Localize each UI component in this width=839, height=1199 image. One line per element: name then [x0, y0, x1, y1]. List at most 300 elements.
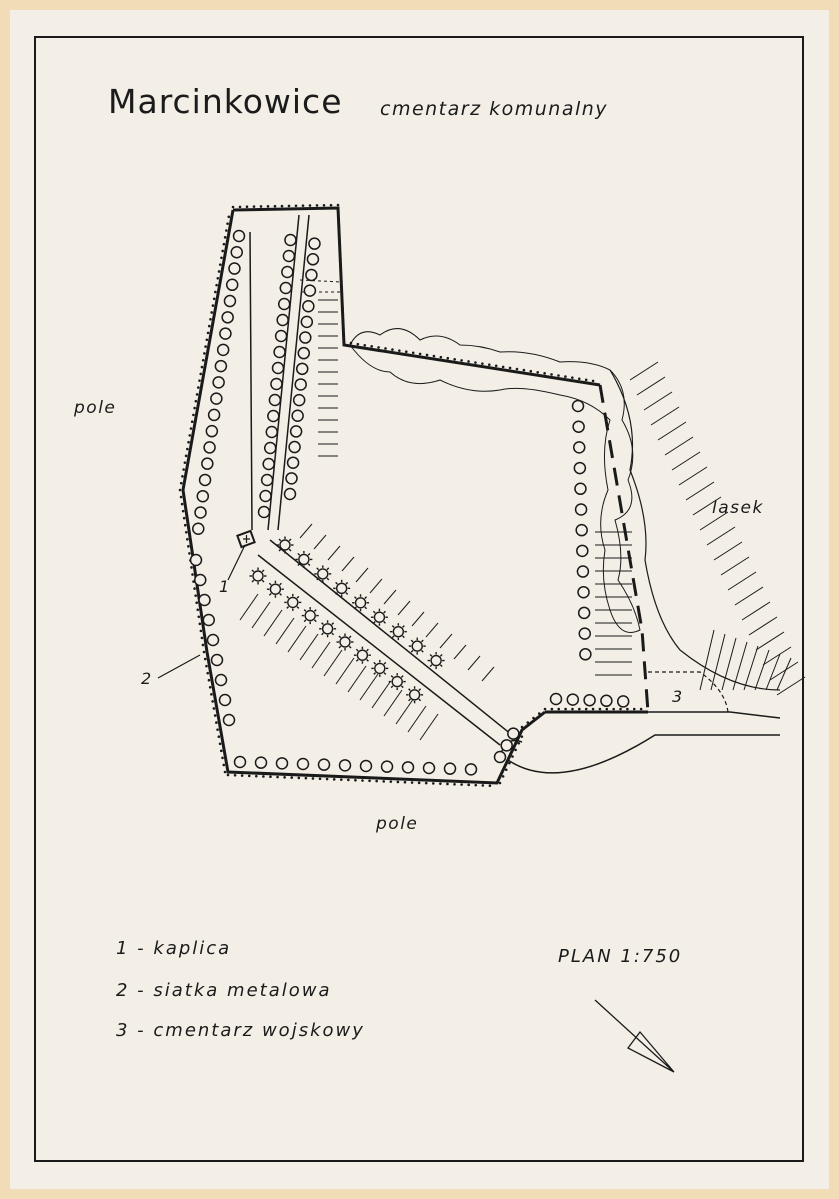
- fence-tick: [212, 304, 215, 307]
- fence-tick: [274, 205, 277, 208]
- hatch-line: [686, 482, 714, 500]
- fence-tick: [316, 204, 319, 207]
- fence-tick: [337, 211, 340, 214]
- hatch-line: [721, 557, 749, 575]
- fence-tick: [495, 364, 498, 367]
- tree-icon: [574, 442, 585, 453]
- fence-tick: [612, 708, 615, 711]
- fence-tick: [206, 338, 209, 341]
- marker-3: 3: [672, 687, 683, 706]
- tree-icon: [262, 475, 273, 486]
- memorial-tree-icon: [319, 620, 336, 637]
- tree-icon: [579, 628, 590, 639]
- tree-icon: [277, 758, 288, 769]
- fence-tick: [338, 231, 341, 234]
- tree-icon: [403, 762, 414, 773]
- boundary-dashed: [600, 385, 648, 712]
- fence-tick: [302, 204, 305, 207]
- tree-icon: [227, 279, 238, 290]
- tree-icon: [224, 715, 235, 726]
- memorial-tree-icon: [354, 647, 371, 664]
- fence-tick: [204, 658, 207, 661]
- fence-tick: [405, 350, 408, 353]
- fence-tick: [397, 781, 400, 784]
- fence-tick: [207, 332, 210, 335]
- fence-tick: [571, 376, 574, 379]
- fence-tick: [199, 623, 202, 626]
- hatch-line: [722, 638, 736, 690]
- fence-tick: [350, 342, 353, 345]
- tree-icon: [212, 655, 223, 666]
- tree-icon: [191, 555, 202, 566]
- tree-icon: [277, 315, 288, 326]
- memorial-tree-icon: [406, 686, 423, 703]
- fence-tick: [585, 708, 588, 711]
- fence-tick: [188, 552, 191, 555]
- hatch-line: [707, 527, 735, 545]
- fence-tick: [192, 414, 195, 417]
- grave-line: [264, 610, 282, 636]
- fence-tick: [202, 644, 205, 647]
- fence-tick: [319, 777, 322, 780]
- tree-icon: [309, 238, 320, 249]
- fence-tick: [222, 764, 225, 767]
- fence-tick: [419, 353, 422, 356]
- avenue-north-a: [250, 232, 252, 530]
- fence-tick: [564, 375, 567, 378]
- fence-tick: [592, 380, 595, 383]
- fence-tick: [440, 356, 443, 359]
- fence-tick: [203, 651, 206, 654]
- fence-tick: [217, 277, 220, 280]
- fence-tick: [514, 749, 517, 752]
- memorial-tree-icon: [337, 634, 354, 651]
- memorial-tree-icon: [284, 594, 301, 611]
- fence-tick: [196, 393, 199, 396]
- fence-tick: [474, 784, 477, 787]
- hatch-line: [679, 467, 707, 485]
- tree-icon: [291, 426, 302, 437]
- fence-tick: [215, 284, 218, 287]
- fence-tick: [183, 517, 186, 520]
- hatch-line: [749, 617, 777, 635]
- fence-tick: [223, 243, 226, 246]
- tree-icon: [286, 473, 297, 484]
- grave-line: [482, 667, 494, 681]
- tree-icon: [577, 566, 588, 577]
- fence-tick: [182, 468, 185, 471]
- fence-tick: [426, 354, 429, 357]
- grave-line: [342, 557, 354, 571]
- fence-tick: [297, 777, 300, 780]
- fence-tick: [502, 366, 505, 369]
- tree-icon: [285, 489, 296, 500]
- fence-tick: [418, 782, 421, 785]
- grave-line: [396, 698, 414, 724]
- hatch-line: [714, 542, 742, 560]
- fence-tick: [281, 205, 284, 208]
- tree-icon: [200, 474, 211, 485]
- fence-tick: [218, 735, 221, 738]
- tree-icon: [276, 331, 287, 342]
- fence-tick: [370, 345, 373, 348]
- memorial-tree-icon: [371, 660, 388, 677]
- fence-tick: [341, 306, 344, 309]
- tree-icon: [298, 759, 309, 770]
- fence-tick: [239, 206, 242, 209]
- grave-line: [240, 594, 258, 620]
- fence-tick: [224, 236, 227, 239]
- fence-tick: [305, 777, 308, 780]
- fence-tick: [288, 205, 291, 208]
- tree-icon: [508, 728, 519, 739]
- tree-icon: [298, 348, 309, 359]
- fence-tick: [505, 768, 508, 771]
- fence-tick: [340, 778, 343, 781]
- fence-tick: [482, 784, 485, 787]
- fence-tick: [508, 762, 511, 765]
- hatch-line: [728, 572, 756, 590]
- fence-tick: [338, 238, 341, 241]
- tree-icon: [265, 443, 276, 454]
- tree-icon: [551, 694, 562, 705]
- fence-tick: [460, 359, 463, 362]
- tree-icon: [297, 363, 308, 374]
- tree-icon: [306, 269, 317, 280]
- grave-line: [312, 642, 330, 668]
- fence-tick: [544, 708, 547, 711]
- memorial-tree-icon: [409, 638, 426, 655]
- hatch-line: [755, 650, 769, 690]
- tree-icon: [288, 457, 299, 468]
- label-pole-west: pole: [74, 398, 117, 418]
- fence-tick: [199, 373, 202, 376]
- fence-tick: [295, 205, 298, 208]
- fence-tick: [404, 781, 407, 784]
- tree-icon: [295, 379, 306, 390]
- fence-tick: [196, 608, 199, 611]
- tree-icon: [213, 377, 224, 388]
- fence-tick: [191, 573, 194, 576]
- tree-icon: [282, 267, 293, 278]
- fence-tick: [467, 784, 470, 787]
- tree-icon: [307, 254, 318, 265]
- fence-tick: [221, 757, 224, 760]
- grave-line: [348, 666, 366, 692]
- hatch-line: [744, 646, 758, 690]
- fence-tick: [460, 783, 463, 786]
- fence-tick: [260, 205, 263, 208]
- grave-line: [384, 590, 396, 604]
- grave-line: [356, 568, 368, 582]
- tree-icon: [576, 525, 587, 536]
- tree-icon: [256, 757, 267, 768]
- fence-tick: [453, 358, 456, 361]
- hatch-line: [742, 602, 770, 620]
- memorial-tree-icon: [295, 551, 312, 568]
- fence-tick: [585, 379, 588, 382]
- fence-tick: [557, 374, 560, 377]
- avenue-diagonal-a: [258, 555, 500, 745]
- fence-tick: [433, 355, 436, 358]
- fence-tick: [214, 291, 217, 294]
- fence-tick: [536, 371, 539, 374]
- fence-tick: [283, 776, 286, 779]
- fence-tick: [446, 357, 449, 360]
- tree-icon: [234, 231, 245, 242]
- fence-tick: [377, 346, 380, 349]
- tree-icon: [218, 344, 229, 355]
- fence-tick: [340, 272, 343, 275]
- fence-tick: [290, 776, 293, 779]
- memorial-tree-icon: [352, 594, 369, 611]
- grave-line: [412, 612, 424, 626]
- tree-icon: [340, 760, 351, 771]
- tree-icon: [573, 421, 584, 432]
- label-lasek: lasek: [712, 498, 764, 518]
- fence-tick: [341, 300, 344, 303]
- tree-icon: [229, 263, 240, 274]
- fence-tick: [357, 343, 360, 346]
- fence-tick: [538, 712, 541, 715]
- fence-tick: [398, 349, 401, 352]
- tree-icon: [361, 761, 372, 772]
- fence-tick: [347, 779, 350, 782]
- grave-line: [420, 714, 438, 740]
- fence-tick: [342, 334, 345, 337]
- fence-tick: [530, 370, 533, 373]
- hatch-line: [766, 654, 780, 690]
- tree-icon: [231, 247, 242, 258]
- fence-tick: [234, 774, 237, 777]
- tree-icon: [300, 332, 311, 343]
- hatch-line: [733, 642, 747, 690]
- tree-icon: [280, 283, 291, 294]
- tree-icon: [466, 764, 477, 775]
- fence-tick: [248, 775, 251, 778]
- tree-icon: [319, 759, 330, 770]
- fence-tick: [499, 782, 502, 785]
- fence-tick: [551, 708, 554, 711]
- grave-line: [300, 634, 318, 660]
- fence-tick: [215, 721, 218, 724]
- memorial-tree-icon: [267, 581, 284, 598]
- fence-tick: [213, 297, 216, 300]
- fence-tick: [481, 362, 484, 365]
- fence-tick: [201, 637, 204, 640]
- grave-line: [328, 546, 340, 560]
- tree-icon: [618, 696, 629, 707]
- fence-tick: [340, 279, 343, 282]
- fence-tick: [342, 313, 345, 316]
- fence-tick: [432, 782, 435, 785]
- hatch-line: [630, 362, 658, 380]
- hatch-line: [644, 392, 672, 410]
- fence-tick: [326, 778, 329, 781]
- grave-line: [468, 656, 480, 670]
- fence-tick: [194, 594, 197, 597]
- map-subtitle: cmentarz komunalny: [380, 98, 609, 120]
- fence-tick: [182, 510, 185, 513]
- memorial-tree-icon: [250, 568, 267, 585]
- grave-line: [384, 690, 402, 716]
- fence-tick: [382, 780, 385, 783]
- fence-tick: [523, 369, 526, 372]
- fence-tick: [342, 320, 345, 323]
- tree-icon: [203, 615, 214, 626]
- tree-icon: [235, 757, 246, 768]
- tree-icon: [269, 395, 280, 406]
- fence-tick: [474, 361, 477, 364]
- tree-icon: [266, 427, 277, 438]
- fence-tick: [205, 665, 208, 668]
- tree-icon: [576, 504, 587, 515]
- marker-2: 2: [141, 669, 152, 688]
- fence-tick: [425, 782, 428, 785]
- grave-line: [324, 650, 342, 676]
- fence-tick: [190, 566, 193, 569]
- fence-tick: [246, 205, 249, 208]
- fence-tick: [221, 250, 224, 253]
- fence-tick: [619, 708, 622, 711]
- fence-tick: [206, 672, 209, 675]
- hatch-line: [735, 587, 763, 605]
- tree-icon: [260, 491, 271, 502]
- tree-icon: [211, 393, 222, 404]
- fence-tick: [200, 630, 203, 633]
- tree-icon: [424, 763, 435, 774]
- military-cemetery: [648, 672, 728, 712]
- fence-tick: [193, 407, 196, 410]
- hatch-line: [672, 452, 700, 470]
- fence-tick: [218, 270, 221, 273]
- fence-tick: [363, 344, 366, 347]
- tree-icon: [584, 695, 595, 706]
- tree-icon: [580, 649, 591, 660]
- fence-tick: [269, 775, 272, 778]
- fence-tick: [219, 263, 222, 266]
- fence-tick: [197, 386, 200, 389]
- fence-tick: [184, 461, 187, 464]
- fence-tick: [489, 784, 492, 787]
- fence-tick: [341, 293, 344, 296]
- fence-tick: [578, 377, 581, 380]
- grave-line: [372, 682, 390, 708]
- tree-icon: [204, 442, 215, 453]
- fence-tick: [213, 707, 216, 710]
- grave-line: [336, 658, 354, 684]
- fence-tick: [339, 259, 342, 262]
- tree-icon: [579, 607, 590, 618]
- tree-icon: [575, 483, 586, 494]
- fence-tick: [219, 742, 222, 745]
- tree-icon: [216, 675, 227, 686]
- fence-tick: [626, 708, 629, 711]
- tree-icon: [445, 763, 456, 774]
- fence-tick: [214, 714, 217, 717]
- fence-tick: [210, 311, 213, 314]
- fence-tick: [185, 531, 188, 534]
- fence-tick: [186, 448, 189, 451]
- tree-icon: [209, 409, 220, 420]
- grave-line: [398, 601, 410, 615]
- tree-icon: [601, 695, 612, 706]
- grave-line: [252, 602, 270, 628]
- boundary-fence: [183, 208, 600, 783]
- fence-tick: [232, 206, 235, 209]
- tree-icon: [195, 575, 206, 586]
- fence-tick: [190, 427, 193, 430]
- map-title: Marcinkowice: [108, 82, 343, 121]
- fence-tick: [204, 345, 207, 348]
- fence-tick: [198, 379, 201, 382]
- hatch-line: [651, 407, 679, 425]
- tree-icon: [495, 752, 506, 763]
- fence-tick: [453, 783, 456, 786]
- scale-label: PLAN 1:750: [558, 946, 683, 967]
- fence-tick: [532, 717, 535, 720]
- memorial-tree-icon: [333, 580, 350, 597]
- memorial-tree-icon: [389, 673, 406, 690]
- tree-icon: [224, 296, 235, 307]
- tree-icon: [199, 595, 210, 606]
- fence-tick: [209, 686, 212, 689]
- fence-tick: [337, 204, 340, 207]
- fence-tick: [333, 778, 336, 781]
- tree-icon: [208, 635, 219, 646]
- fence-tick: [509, 367, 512, 370]
- fence-tick: [224, 771, 227, 774]
- fence-tick: [197, 615, 200, 618]
- fence-tick: [488, 363, 491, 366]
- memorial-tree-icon: [390, 623, 407, 640]
- fence-tick: [208, 679, 211, 682]
- fence-tick: [226, 222, 229, 225]
- fence-tick: [391, 348, 394, 351]
- fence-tick: [255, 775, 258, 778]
- fence-tick: [337, 217, 340, 220]
- hatch-line: [711, 634, 725, 690]
- fence-tick: [267, 205, 270, 208]
- legend-item-fence: 2 - siatka metalowa: [116, 980, 332, 1001]
- hatch-line: [700, 630, 714, 690]
- forest-edge: [610, 370, 780, 690]
- tree-icon: [304, 285, 315, 296]
- fence-tick: [342, 327, 345, 330]
- entry-road: [508, 735, 780, 773]
- tree-icon: [279, 299, 290, 310]
- legend-item-military: 3 - cmentarz wojskowy: [116, 1020, 365, 1041]
- tree-icon: [193, 523, 204, 534]
- fence-tick: [216, 728, 219, 731]
- tree-icon: [283, 251, 294, 262]
- memorial-tree-icon: [314, 565, 331, 582]
- fence-tick: [276, 776, 279, 779]
- fence-tick: [384, 347, 387, 350]
- fence-tick: [339, 245, 342, 248]
- fence-tick: [227, 216, 230, 219]
- grave-line: [314, 535, 326, 549]
- fence-tick: [195, 400, 198, 403]
- tree-icon: [195, 507, 206, 518]
- tree-icon: [263, 459, 274, 470]
- fence-tick: [180, 482, 183, 485]
- fence-tick: [599, 708, 602, 711]
- fence-tick: [185, 455, 188, 458]
- fence-tick: [227, 774, 230, 777]
- memorial-tree-icon: [428, 652, 445, 669]
- fence-tick: [188, 434, 191, 437]
